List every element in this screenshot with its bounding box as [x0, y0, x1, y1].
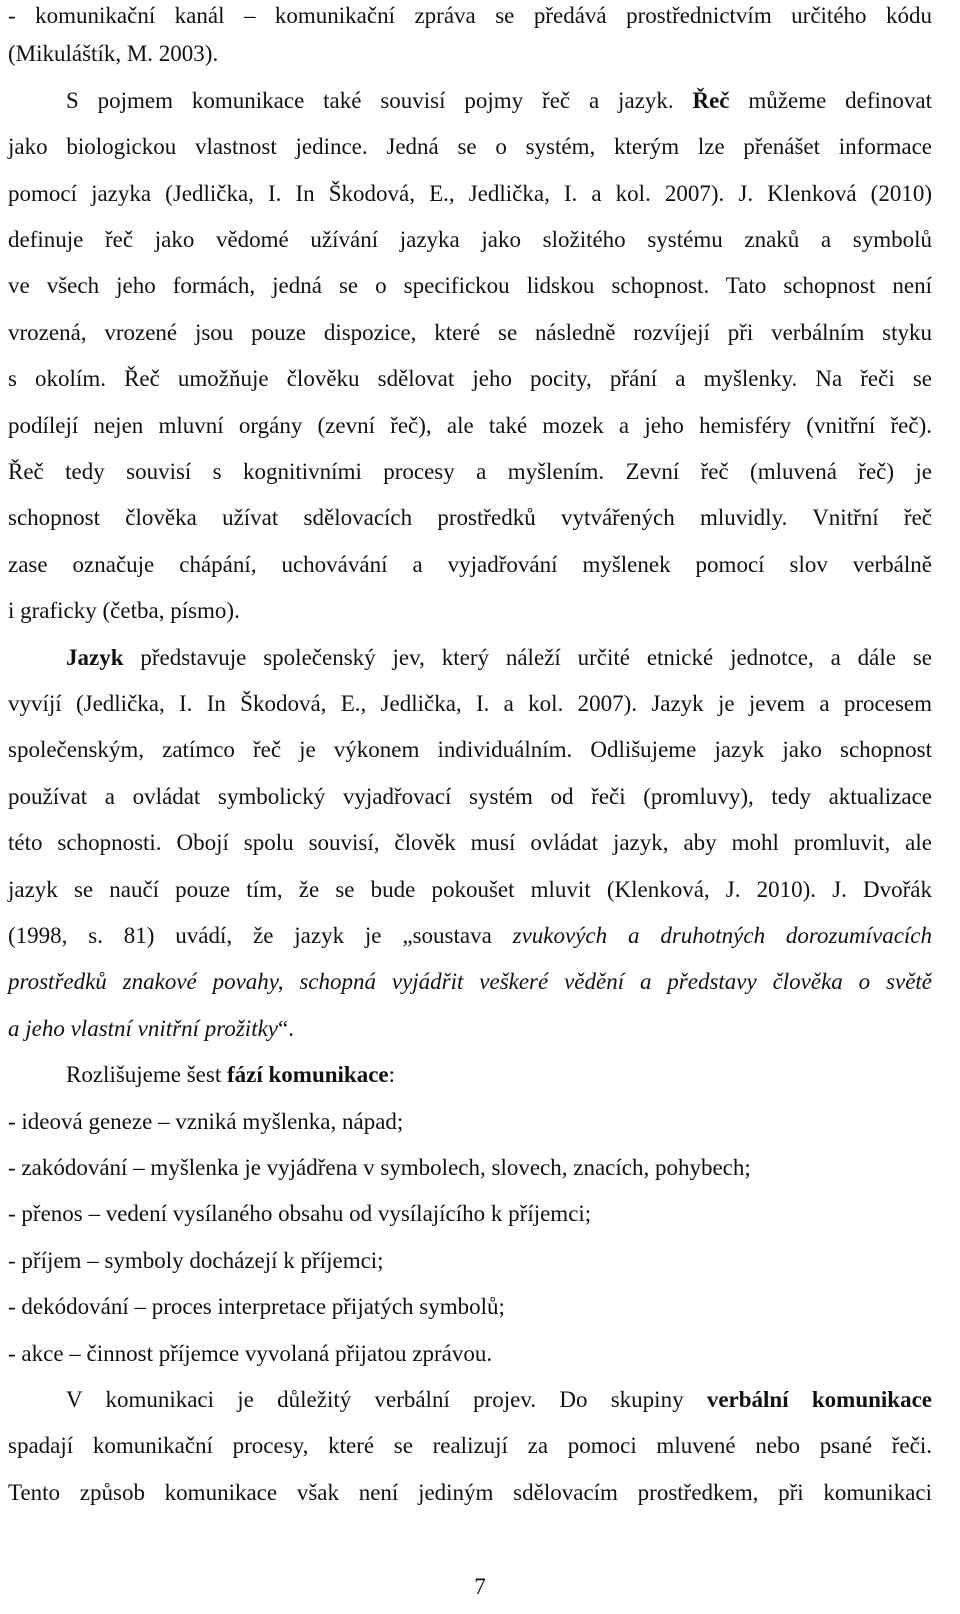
text-line: podílejí nejen mluvní orgány (zevní řeč), ale také mozek a jeho hemisféry (vnitřní řeč). — [8, 413, 932, 438]
term-rec: Řeč — [692, 88, 730, 113]
text-line: používat a ovládat symbolický vyjadřovací systém od řeči (promluvy), tedy aktualizace — [8, 784, 932, 809]
text-line: Řeč tedy souvisí s kognitivními procesy a myšlením. Zevní řeč (mluvená řeč) je — [8, 459, 932, 484]
text-line: jako biologickou vlastnost jedince. Jedná se o systém, kterým lze přenášet informace — [8, 134, 932, 159]
text-line: i graficky (četba, písmo). — [8, 598, 240, 623]
text-line: V komunikaci je důležitý verbální projev. Do skupiny verbální komunikace — [66, 1387, 932, 1412]
list-item: - přenos – vedení vysílaného obsahu od vysílajícího k příjemci; — [8, 1201, 592, 1226]
term-jazyk: Jazyk — [66, 645, 124, 670]
text-line: s okolím. Řeč umožňuje člověku sdělovat jeho pocity, přání a myšlenky. Na řeči se — [8, 366, 932, 391]
text-line: této schopnosti. Obojí spolu souvisí, člověk musí ovládat jazyk, aby mohl promluvit, ale — [8, 830, 932, 855]
text-line: a jeho vlastní vnitřní prožitky“. — [8, 1016, 294, 1041]
text-line — [8, 967, 932, 997]
text-line: definuje řeč jako vědomé užívání jazyka jako složitého systému znaků a symbolů — [8, 227, 932, 252]
text-line: (1998, s. 81) uvádí, že jazyk je „soustava zvukových a druhotných dorozumívacích — [8, 923, 932, 948]
quote-italic: zvukových a druhotných dorozumívacích — [512, 923, 932, 948]
text-line: společenským, zatímco řeč je výkonem individuálním. Odlišujeme jazyk jako schopnost — [8, 737, 932, 762]
list-item: - zakódování – myšlenka je vyjádřena v symbolech, slovech, znacích, pohybech; — [8, 1155, 751, 1180]
text-line: zase označuje chápání, uchovávání a vyjadřování myšlenek pomocí slov verbálně — [8, 552, 932, 577]
list-item: - ideová geneze – vzniká myšlenka, nápad; — [8, 1109, 404, 1134]
text-line: vyvíjí (Jedlička, I. In Škodová, E., Jedlička, I. a kol. 2007). Jazyk je jevem a procesem — [8, 691, 932, 716]
text-line: - komunikační kanál – komunikační zpráva se předává prostřednictvím určitého kódu — [8, 3, 932, 28]
text-line: S pojmem komunikace také souvisí pojmy řeč a jazyk. Řeč můžeme definovat — [66, 88, 933, 113]
text-line: spadají komunikační procesy, které se realizují za pomoci mluvené nebo psané řeči. — [8, 1433, 932, 1458]
text-line: (Mikuláštík, M. 2003). — [8, 41, 219, 66]
quote-italic: prostředků znakové povahy, schopná vyjádřit veškeré vědění a představy člověka o světě — [8, 969, 932, 994]
text-line: pomocí jazyka (Jedlička, I. In Škodová, E., Jedlička, I. a kol. 2007). J. Klenková (2010) — [8, 181, 932, 206]
text-line: vrozená, vrozené jsou pouze dispozice, které se následně rozvíjejí při verbálním styku — [8, 320, 932, 345]
text-line: Tento způsob komunikace však není jediným sdělovacím prostředkem, při komunikaci — [8, 1480, 932, 1505]
term-verbalni-komunikace: verbální komunikace — [706, 1387, 932, 1412]
text-line: Jazyk představuje společenský jev, který náleží určité etnické jednotce, a dále se — [66, 645, 932, 670]
text-line: ve všech jeho formách, jedná se o specifickou lidskou schopnost. Tato schopnost není — [8, 273, 932, 298]
list-item: - akce – činnost příjemce vyvolaná přijatou zprávou. — [8, 1341, 493, 1366]
text-line: jazyk se naučí pouze tím, že se bude pokoušet mluvit (Klenková, J. 2010). J. Dvořák — [8, 877, 932, 902]
quote-italic: a jeho vlastní vnitřní prožitky — [8, 1016, 279, 1041]
term-faze-komunikace: fází komunikace — [226, 1062, 389, 1087]
list-item: - příjem – symboly docházejí k příjemci; — [8, 1248, 384, 1273]
text-line: Rozlišujeme šest fází komunikace: — [66, 1062, 396, 1087]
page-number: 7 — [474, 1574, 486, 1599]
list-item: - dekódování – proces interpretace přijatých symbolů; — [8, 1294, 505, 1319]
text-line: schopnost člověka užívat sdělovacích prostředků vytvářených mluvidly. Vnitřní řeč — [8, 505, 932, 530]
